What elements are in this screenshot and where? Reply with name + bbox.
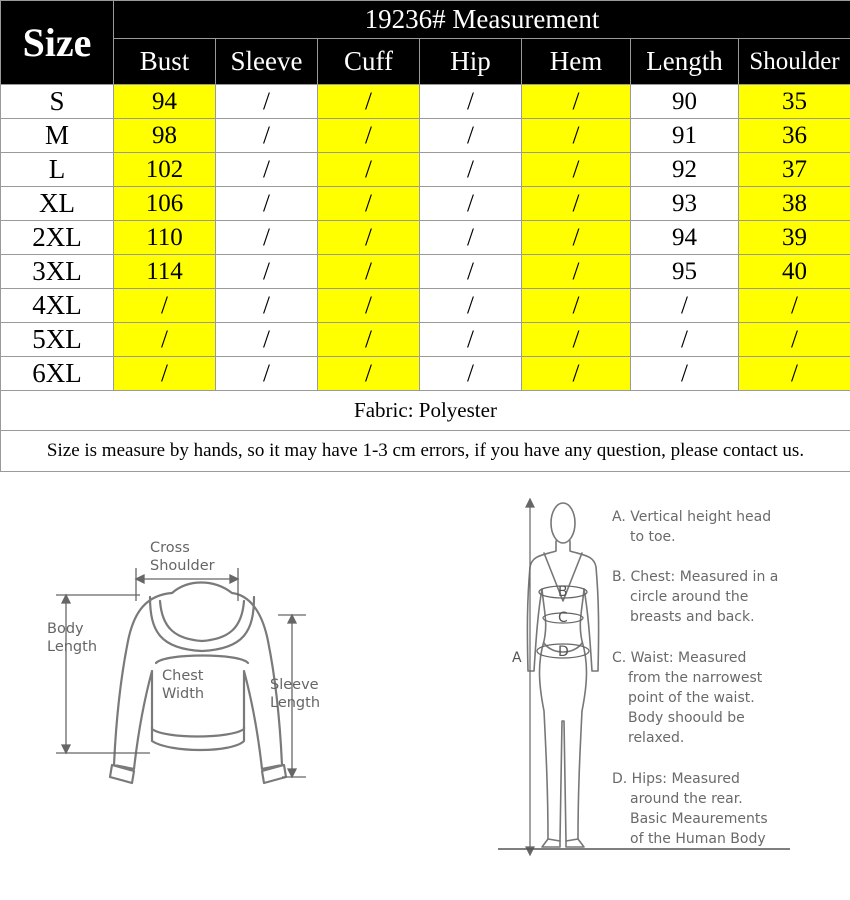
note-c-1: C. Waist: Measured [612,650,747,666]
cell-shoulder: 40 [739,255,850,289]
size-label: S [1,85,114,119]
cell-bust: / [114,289,216,323]
table-row [1,357,850,391]
marker-c: C [558,610,568,626]
size-header: Size [1,1,114,85]
cell-hem: / [522,187,631,221]
cell-hip: / [420,323,522,357]
cell-hem: / [522,119,631,153]
garment-labels [47,540,320,711]
cell-shoulder: / [739,323,850,357]
cell-sleeve: / [216,153,318,187]
size-label: 5XL [1,323,114,357]
measurement-note: Size is measure by hands, so it may have 1-3 cm errors, if you have any question, please contact us. [1,431,850,472]
table-title: 19236# Measurement [114,1,850,39]
cell-hem: / [522,289,631,323]
cell-length: / [631,323,739,357]
table-row [1,255,850,289]
column-header-hem: Hem [522,39,631,85]
cell-hip: / [420,357,522,391]
cell-bust: / [114,323,216,357]
illustration-canvas [0,471,850,900]
cell-hem: / [522,255,631,289]
cell-hip: / [420,85,522,119]
body-notes [612,509,778,847]
table-row [1,323,850,357]
cell-sleeve: / [216,119,318,153]
cell-hem: / [522,153,631,187]
cell-cuff: / [318,255,420,289]
column-header-cuff: Cuff [318,39,420,85]
body-length-label-1: Body [47,621,84,637]
size-label: 6XL [1,357,114,391]
cell-shoulder: 39 [739,221,850,255]
chest-width-label-1: Chest [162,668,204,684]
cell-cuff: / [318,357,420,391]
note-d-3: Basic Meaurements [630,811,768,827]
note-c-4: Body shoould be [628,710,745,726]
column-header-shoulder: Shoulder [739,39,850,85]
cell-length: 92 [631,153,739,187]
cell-sleeve: / [216,357,318,391]
cell-shoulder: 36 [739,119,850,153]
note-c-5: relaxed. [628,730,685,746]
note-c-2: from the narrowest [628,670,763,686]
cell-sleeve: / [216,85,318,119]
table-row [1,119,850,153]
note-a-2: to toe. [630,529,676,545]
cell-hip: / [420,119,522,153]
cell-bust: 98 [114,119,216,153]
cell-hip: / [420,153,522,187]
marker-d: D [558,644,569,660]
note-b-3: breasts and back. [630,609,755,625]
note-d-2: around the rear. [630,791,743,807]
note-c-3: point of the waist. [628,690,755,706]
sleeve-length-label-2: Length [270,695,321,711]
body-length-label-2: Length [47,639,98,655]
cell-cuff: / [318,119,420,153]
cell-hip: / [420,221,522,255]
cell-hem: / [522,357,631,391]
measurement-illustrations [0,471,850,900]
cell-bust: 110 [114,221,216,255]
note-d-4: of the Human Body [630,831,766,847]
cell-length: / [631,289,739,323]
cell-cuff: / [318,221,420,255]
size-label: M [1,119,114,153]
column-header-length: Length [631,39,739,85]
cell-bust: 102 [114,153,216,187]
table-row [1,221,850,255]
note-b-2: circle around the [630,589,749,605]
note-a-1: A. Vertical height head [612,509,772,525]
size-label: 4XL [1,289,114,323]
cell-shoulder: 38 [739,187,850,221]
cell-bust: 106 [114,187,216,221]
column-header-sleeve: Sleeve [216,39,318,85]
fabric-info: Fabric: Polyester [1,391,850,431]
cell-cuff: / [318,153,420,187]
table-row [1,85,850,119]
cell-hip: / [420,255,522,289]
size-label: 2XL [1,221,114,255]
cell-cuff: / [318,85,420,119]
cell-hem: / [522,85,631,119]
sleeve-length-label-1: Sleeve [270,677,319,693]
marker-a: A [512,650,522,666]
cell-bust: 114 [114,255,216,289]
cell-length: 91 [631,119,739,153]
cell-shoulder: 35 [739,85,850,119]
cell-length: 90 [631,85,739,119]
cell-shoulder: / [739,357,850,391]
size-label: L [1,153,114,187]
cell-cuff: / [318,187,420,221]
cell-shoulder: 37 [739,153,850,187]
size-label: XL [1,187,114,221]
cell-sleeve: / [216,221,318,255]
cell-shoulder: / [739,289,850,323]
cell-hip: / [420,187,522,221]
table-row [1,153,850,187]
size-label: 3XL [1,255,114,289]
chest-width-label-2: Width [162,686,205,702]
cell-sleeve: / [216,255,318,289]
cell-sleeve: / [216,187,318,221]
cell-length: / [631,357,739,391]
table-row [1,289,850,323]
marker-b: B [558,584,568,600]
cell-cuff: / [318,323,420,357]
cross-shoulder-label-1: Cross [150,540,190,556]
column-header-bust: Bust [114,39,216,85]
table-row [1,187,850,221]
human-body-drawing [527,503,598,847]
cell-bust: / [114,357,216,391]
cell-length: 94 [631,221,739,255]
column-header-hip: Hip [420,39,522,85]
cell-hip: / [420,289,522,323]
cell-hem: / [522,221,631,255]
note-b-1: B. Chest: Measured in a [612,569,779,585]
cell-sleeve: / [216,323,318,357]
cell-hem: / [522,323,631,357]
cell-bust: 94 [114,85,216,119]
cell-length: 95 [631,255,739,289]
cell-cuff: / [318,289,420,323]
cell-length: 93 [631,187,739,221]
note-d-1: D. Hips: Measured [612,771,740,787]
cell-sleeve: / [216,289,318,323]
cross-shoulder-label-2: Shoulder [150,558,215,574]
